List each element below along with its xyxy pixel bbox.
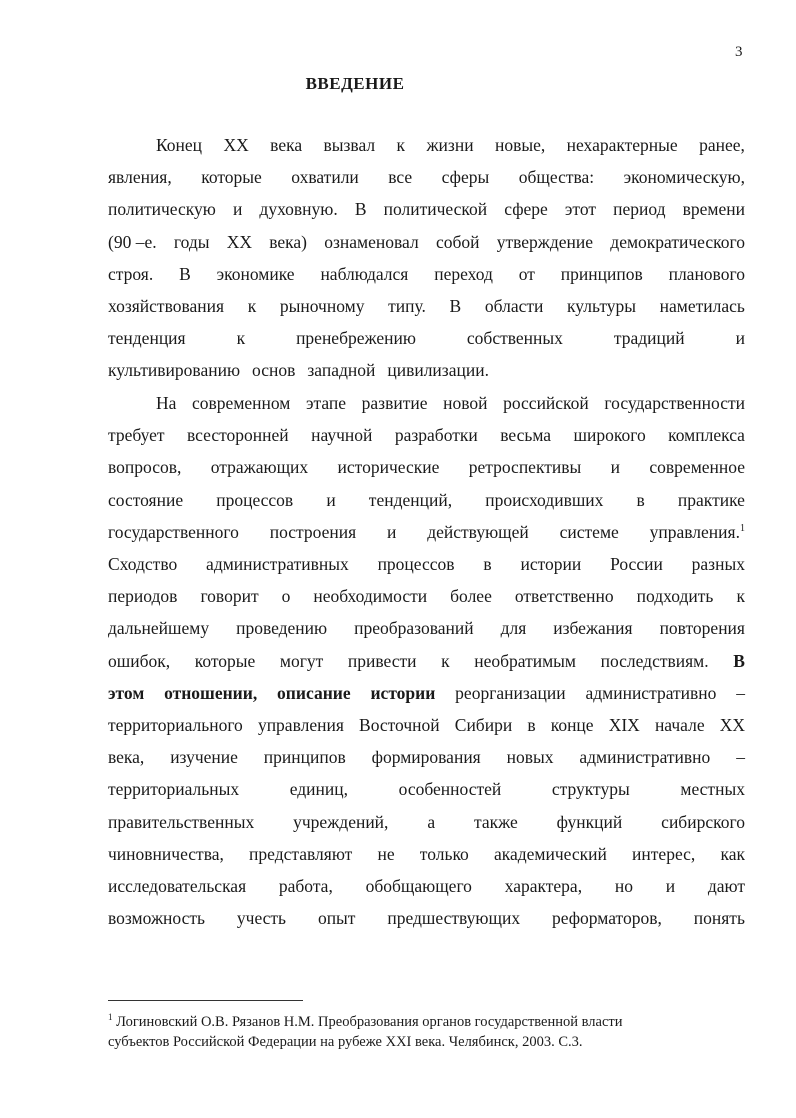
word: административно: [585, 682, 717, 703]
word: преобразований: [354, 618, 474, 639]
text-line: [108, 806, 745, 838]
word: исследовательская: [108, 876, 247, 896]
word: переход: [434, 263, 493, 284]
word: истории: [520, 554, 582, 574]
word: и: [232, 199, 243, 220]
word: чиновничества,: [108, 843, 224, 864]
word: академический: [493, 843, 607, 864]
word: периодов: [108, 586, 178, 607]
text-line: [108, 902, 745, 934]
word: вызвал: [323, 135, 376, 155]
word: реорганизации: [455, 682, 566, 703]
word: также: [474, 811, 518, 832]
word: единиц,: [289, 779, 348, 800]
word: пренебрежению: [296, 328, 416, 349]
word: ретроспективы: [468, 457, 582, 478]
text-line: [108, 322, 745, 354]
word: необходимости: [313, 586, 428, 607]
word: жизни: [426, 135, 474, 155]
word: тенденций,: [368, 489, 453, 510]
word: и: [665, 876, 676, 896]
word: правительственных: [108, 811, 255, 832]
word: процессов: [377, 554, 455, 574]
word: как: [720, 843, 745, 864]
text-line: [108, 612, 745, 644]
word: период: [613, 199, 666, 220]
word: в: [483, 554, 492, 574]
text-line: [108, 258, 745, 290]
word: широкого: [573, 425, 646, 446]
word: области: [484, 296, 544, 316]
word: управления: [257, 715, 344, 735]
word: функций: [556, 811, 623, 832]
word: типу.: [388, 296, 426, 316]
word: от: [518, 263, 535, 284]
text-line: [108, 484, 745, 516]
word: дальнейшему: [108, 618, 210, 639]
word: –: [736, 747, 745, 768]
word: Сходство: [108, 554, 178, 574]
word: возможность: [108, 908, 205, 929]
word: управления.: [649, 521, 740, 542]
word: научной: [311, 425, 373, 446]
word: XX: [719, 715, 745, 735]
word: работа,: [278, 876, 333, 896]
word: культуры: [567, 296, 637, 316]
word: конце: [550, 715, 594, 735]
word: развитие: [361, 393, 428, 413]
word: ответственно: [514, 586, 614, 607]
word: государственного: [108, 521, 239, 542]
word: этом: [108, 682, 145, 703]
word: избежания: [553, 618, 633, 639]
word: новые,: [494, 135, 546, 155]
word: процессов: [216, 489, 294, 510]
word: новых: [506, 747, 554, 768]
word: которые: [201, 167, 262, 188]
word: действующей: [427, 521, 529, 542]
word: сферы: [441, 167, 490, 188]
word: собой: [435, 231, 480, 252]
word: современное: [649, 457, 745, 478]
word: а: [427, 811, 436, 832]
word: сибирского: [661, 811, 745, 832]
word: практике: [677, 489, 745, 510]
word: западной: [307, 360, 376, 381]
word: начале: [654, 715, 705, 735]
word: истории: [370, 682, 436, 703]
word: На: [156, 393, 177, 413]
word: к: [236, 328, 246, 349]
word: демократического: [610, 231, 745, 252]
word: планового: [668, 263, 745, 284]
word: учесть: [236, 908, 287, 929]
text-line: [108, 838, 745, 870]
word: и: [735, 328, 745, 349]
word: экономическую,: [623, 167, 745, 188]
word: к: [441, 650, 450, 671]
word: к: [736, 586, 745, 607]
word: учреждений,: [293, 811, 389, 832]
text-line: [108, 193, 745, 225]
word: представляют: [249, 843, 353, 864]
footnote-text: Логиновский О.В. Рязанов Н.М. Преобразования органов государственной власти: [116, 1014, 623, 1030]
word: В: [449, 296, 462, 316]
word: предшествующих: [387, 908, 521, 929]
word: комплекса: [668, 425, 745, 446]
word: особенностей: [398, 779, 502, 800]
page-number: 3: [735, 44, 743, 60]
word: века): [269, 231, 308, 252]
footnote-text: субъектов Российской Федерации на рубеже XXI века. Челябинск, 2003. С.3.: [108, 1034, 583, 1050]
word: Восточной: [359, 715, 440, 735]
text-line: [156, 387, 745, 419]
word: этот: [564, 199, 597, 220]
word: XX: [226, 231, 253, 252]
word: характера,: [504, 876, 583, 896]
footnote-divider: [108, 1000, 303, 1001]
text-line: [108, 741, 745, 773]
word: принципов: [560, 263, 643, 284]
text-line: [108, 290, 745, 322]
word: XIX: [608, 715, 640, 735]
word: только: [419, 843, 469, 864]
word: ошибок,: [108, 650, 171, 671]
word: хозяйствования: [108, 296, 225, 316]
word: современном: [192, 393, 291, 413]
word: к: [247, 296, 257, 316]
word: описание: [277, 682, 351, 703]
word: этапе: [306, 393, 347, 413]
word: отношении,: [164, 682, 258, 703]
word: могут: [279, 650, 324, 671]
word: (90 –е.: [108, 231, 157, 252]
word: подходить: [636, 586, 714, 607]
word: в: [636, 489, 645, 510]
word: ранее,: [699, 135, 745, 155]
word: Сибири: [454, 715, 513, 735]
text-line: [108, 516, 745, 548]
word: новой: [443, 393, 488, 413]
section-heading: ВВЕДЕНИЕ: [305, 74, 405, 93]
word: собственных: [466, 328, 563, 349]
word: основ: [252, 360, 296, 381]
text-line: [108, 580, 745, 612]
footnote-line: [108, 1012, 623, 1032]
text-line: [108, 226, 745, 258]
footnote-number: 1: [108, 1012, 113, 1022]
word: экономике: [216, 263, 295, 284]
word: в: [527, 715, 536, 735]
word: культивированию: [108, 360, 241, 381]
text-line: [108, 161, 745, 193]
word: ознаменовал: [324, 231, 419, 252]
word: системе: [559, 521, 619, 542]
word: явления,: [108, 167, 172, 188]
word: последствиям.: [600, 650, 709, 671]
text-line: [108, 677, 745, 709]
word: о: [281, 586, 291, 607]
word: административных: [206, 554, 349, 574]
text-line: [108, 451, 745, 483]
word: века,: [108, 747, 145, 768]
word: сфере: [504, 199, 548, 220]
word: происходивших: [485, 489, 604, 510]
word: нехарактерные: [566, 135, 678, 155]
word: все: [388, 167, 413, 188]
word: территориальных: [108, 779, 240, 800]
word: территориального: [108, 715, 243, 735]
word: цивилизации.: [387, 360, 489, 381]
word: местных: [680, 779, 745, 800]
word: XX: [223, 135, 249, 155]
word: В: [354, 199, 367, 220]
word: всесторонней: [187, 425, 289, 446]
word: но: [614, 876, 633, 896]
word: понять: [693, 908, 745, 929]
footnote-reference: 1: [739, 522, 745, 534]
word: рыночному: [279, 296, 365, 316]
word: России: [610, 554, 663, 574]
word: тенденция: [108, 328, 186, 349]
word: не: [377, 843, 395, 864]
word: говорит: [200, 586, 259, 607]
word: времени: [682, 199, 745, 220]
word: весьма: [500, 425, 552, 446]
word: В: [179, 263, 191, 284]
word: века: [270, 135, 303, 155]
footnote-line: [108, 1032, 583, 1052]
word: отражающих: [210, 457, 309, 478]
word: которые: [194, 650, 256, 671]
word: традиций: [613, 328, 685, 349]
word: формирования: [371, 747, 481, 768]
word-with-note: [650, 516, 745, 548]
word: требует: [108, 425, 165, 446]
word: и: [610, 457, 621, 478]
word: Конец: [156, 135, 203, 155]
word: реформаторов,: [551, 908, 662, 929]
text-line: [108, 548, 745, 580]
word: обобщающего: [365, 876, 472, 896]
word: строя.: [108, 263, 154, 284]
word: структуры: [551, 779, 630, 800]
word: В: [733, 650, 745, 671]
word: к: [396, 135, 406, 155]
word: политическую: [108, 199, 216, 220]
text-line: [108, 709, 745, 741]
word: государственности: [604, 393, 745, 413]
text-line: [156, 129, 745, 161]
text-line: [108, 354, 745, 386]
word: наметилась: [659, 296, 745, 316]
word: административно: [579, 747, 711, 768]
word: –: [736, 682, 745, 703]
word: духовную.: [259, 199, 338, 220]
word: повторения: [659, 618, 745, 639]
word: политической: [383, 199, 488, 220]
word: общества:: [518, 167, 595, 188]
word: привести: [347, 650, 417, 671]
word: опыт: [317, 908, 356, 929]
text-line: [108, 645, 745, 677]
text-line: [108, 419, 745, 451]
text-line: [108, 870, 745, 902]
word: российской: [503, 393, 589, 413]
word: утверждение: [496, 231, 594, 252]
word: и: [387, 521, 397, 542]
word: дают: [707, 876, 745, 896]
text-line: [108, 773, 745, 805]
word: наблюдался: [320, 263, 409, 284]
word: проведению: [236, 618, 328, 639]
word: построения: [269, 521, 357, 542]
word: состояние: [108, 489, 184, 510]
word: разных: [691, 554, 745, 574]
word: изучение: [170, 747, 238, 768]
word: годы: [173, 231, 210, 252]
word: исторические: [337, 457, 440, 478]
word: принципов: [263, 747, 346, 768]
word: интерес,: [632, 843, 696, 864]
word: вопросов,: [108, 457, 182, 478]
word: и: [326, 489, 336, 510]
word: охватили: [291, 167, 359, 188]
word: более: [450, 586, 492, 607]
word: необратимым: [474, 650, 576, 671]
word: разработки: [394, 425, 478, 446]
word: для: [500, 618, 527, 639]
